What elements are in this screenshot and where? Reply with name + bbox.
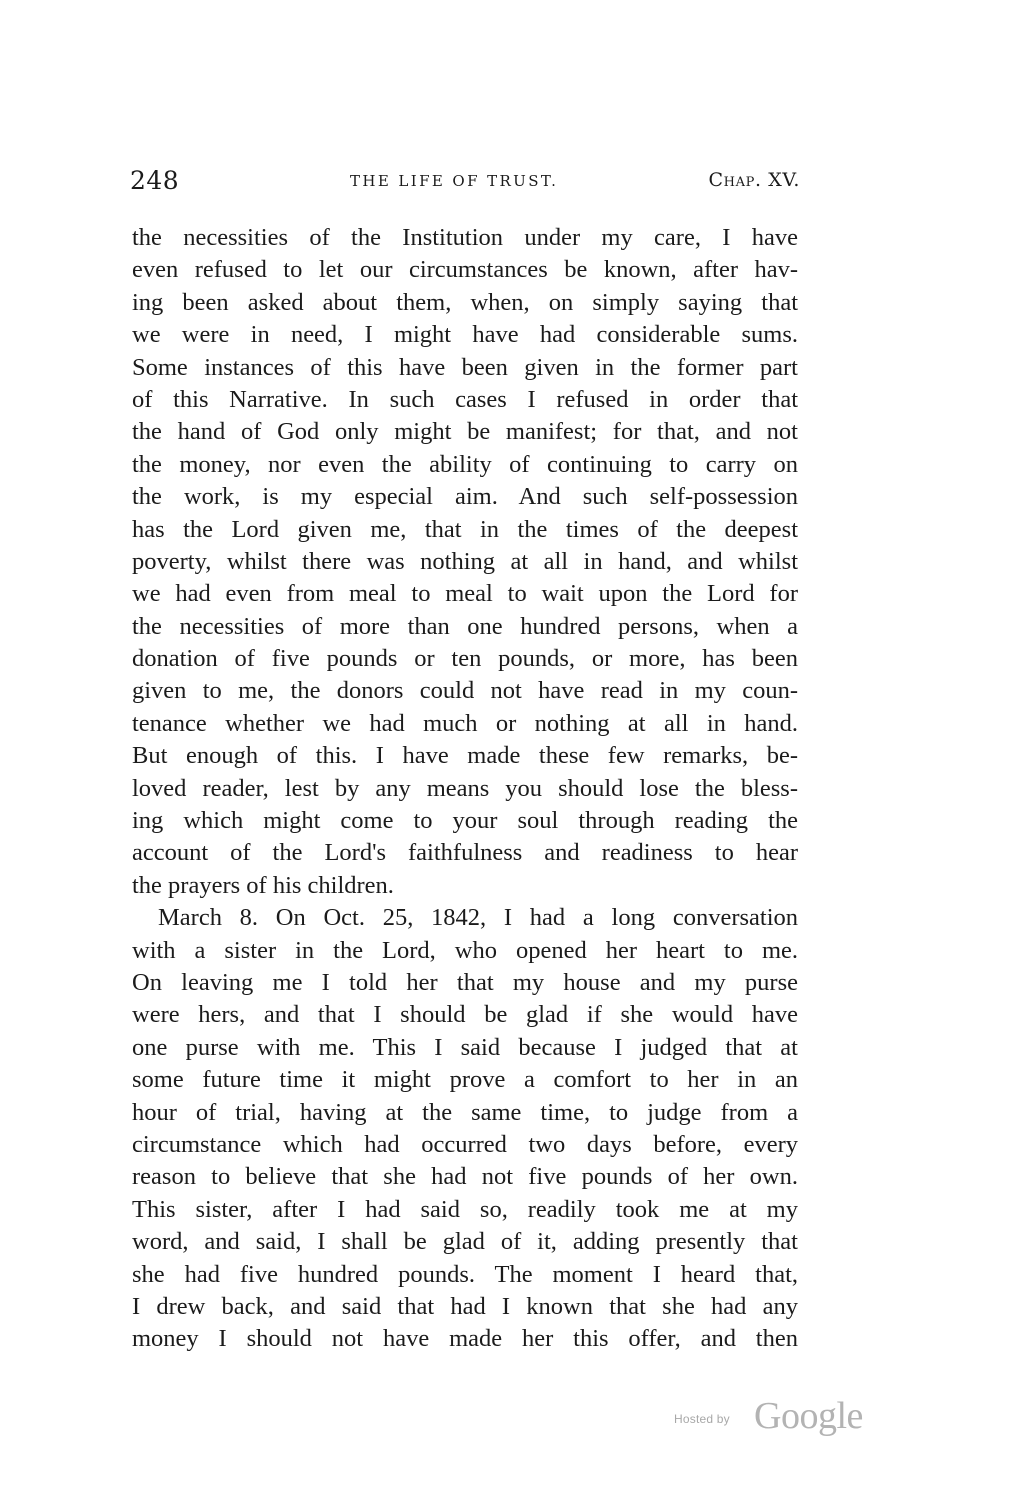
text-line: account of the Lord's faithfulness and readiness to hear <box>132 839 798 867</box>
text-line: Some instances of this have been given in the former part <box>132 353 798 381</box>
text-line: On leaving me I told her that my house and my purse <box>132 968 798 996</box>
text-line: the necessities of more than one hundred persons, when a <box>132 612 798 640</box>
text-line: we had even from meal to meal to wait upon the Lord for <box>132 580 798 608</box>
text-line: But enough of this. I have made these few remarks, be- <box>132 742 798 770</box>
text-line: poverty, whilst there was nothing at all in hand, and whilst <box>132 547 798 575</box>
running-head <box>130 166 800 200</box>
text-line: tenance whether we had much or nothing at all in hand. <box>132 709 798 737</box>
text-line: we were in need, I might have had considerable sums. <box>132 321 798 349</box>
google-watermark <box>674 1394 884 1440</box>
page-number: 248 <box>130 166 180 195</box>
text-line: some future time it might prove a comfort to her in an <box>132 1066 798 1094</box>
text-line: I drew back, and said that had I known that she had any <box>132 1292 798 1320</box>
text-line: has the Lord given me, that in the times of the deepest <box>132 515 798 543</box>
paragraph-start-line: March 8. On Oct. 25, 1842, I had a long conversation <box>158 904 798 932</box>
text-line: one purse with me. This I said because I judged that at <box>132 1033 798 1061</box>
text-line: This sister, after I had said so, readily took me at my <box>132 1195 798 1223</box>
text-line: ing which might come to your soul through reading the <box>132 807 798 835</box>
hosted-by-label: Hosted by <box>674 1412 730 1426</box>
text-line: were hers, and that I should be glad if she would have <box>132 1001 798 1029</box>
paragraph-end-line: the prayers of his children. <box>132 871 394 899</box>
text-line: of this Narrative. In such cases I refused in order that <box>132 385 798 413</box>
text-line: she had five hundred pounds. The moment I heard that, <box>132 1260 798 1288</box>
book-title: THE LIFE OF TRUST. <box>350 172 559 190</box>
chapter-label: Chap. XV. <box>708 169 800 191</box>
google-logo: Google <box>754 1395 863 1437</box>
text-line: money I should not have made her this offer, and then <box>132 1325 798 1353</box>
text-line: loved reader, lest by any means you should lose the bless- <box>132 774 798 802</box>
text-line: circumstance which had occurred two days before, every <box>132 1130 798 1158</box>
text-line: the hand of God only might be manifest; for that, and not <box>132 418 798 446</box>
text-line: with a sister in the Lord, who opened her heart to me. <box>132 936 798 964</box>
text-line: hour of trial, having at the same time, to judge from a <box>132 1098 798 1126</box>
text-line: donation of five pounds or ten pounds, or more, has been <box>132 645 798 673</box>
text-line: the necessities of the Institution under my care, I have <box>132 224 798 251</box>
text-line: the money, nor even the ability of continuing to carry on <box>132 450 798 478</box>
text-line: word, and said, I shall be glad of it, adding presently that <box>132 1228 798 1256</box>
text-line: ing been asked about them, when, on simply saying that <box>132 288 798 316</box>
text-line: reason to believe that she had not five pounds of her own. <box>132 1163 798 1191</box>
text-line: given to me, the donors could not have read in my coun- <box>132 677 798 705</box>
body-text <box>132 222 798 1356</box>
text-line: even refused to let our circumstances be known, after hav- <box>132 256 798 284</box>
text-line: the work, is my especial aim. And such self-possession <box>132 483 798 511</box>
